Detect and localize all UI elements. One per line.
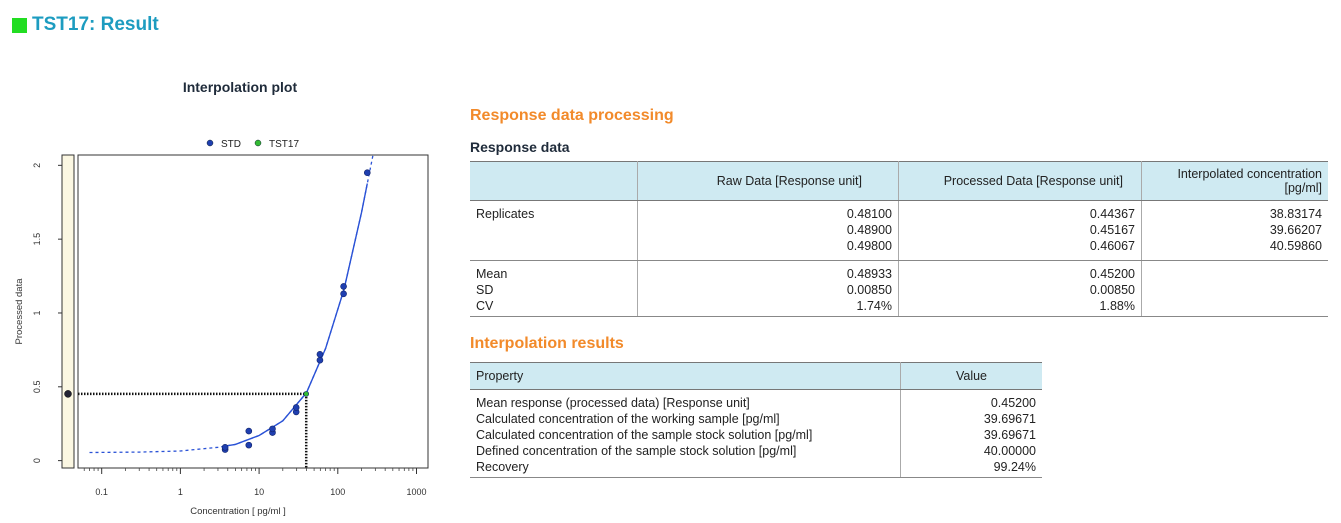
status-square-icon (12, 18, 27, 33)
interpolated-value: 39.66207 (1269, 223, 1322, 237)
x-tick-label: 1 (177, 487, 183, 497)
replicates-row (470, 201, 1328, 261)
table-header-cell: Value (901, 363, 1043, 390)
replicates-label: Replicates (470, 201, 638, 261)
data-point-std (341, 291, 347, 297)
legend-marker-std (207, 140, 213, 146)
table-header-cell: Interpolated concentration [pg/ml] (1142, 162, 1329, 201)
table-header-cell: Property (470, 363, 901, 390)
page-title: TST17: Result (32, 14, 159, 35)
processed-stat: 0.00850 (1089, 283, 1135, 297)
stat-label: CV (476, 299, 494, 313)
data-point-std (246, 442, 252, 448)
data-point-std (222, 444, 228, 450)
results-row (470, 390, 1042, 478)
response-strip-point (65, 390, 72, 397)
y-tick-label: 1 (32, 310, 42, 316)
interpolation-plot (0, 128, 440, 523)
x-tick-label: 10 (254, 487, 265, 497)
response-data-subtitle: Response data (470, 139, 570, 155)
stats-row (470, 261, 1328, 317)
table-header-row (470, 363, 1042, 390)
y-tick-label: 1.5 (32, 232, 42, 246)
stat-label: SD (476, 283, 494, 297)
property-label: Mean response (processed data) [Response unit] (476, 396, 750, 410)
y-tick-label: 2 (31, 162, 42, 168)
raw-replicates (638, 201, 899, 261)
legend-label: STD (221, 139, 241, 150)
table-header-cell: Processed Data [Response unit] (899, 162, 1142, 201)
property-label: Defined concentration of the sample stock solution [pg/ml] (476, 444, 797, 458)
raw-value: 0.48100 (846, 207, 892, 221)
processed-replicates (899, 201, 1142, 261)
data-point-std (246, 428, 252, 434)
raw-stat: 0.00850 (846, 283, 892, 297)
legend-label: TST17 (269, 139, 300, 150)
property-value: 39.69671 (983, 428, 1036, 442)
x-tick-label: 1000 (406, 487, 427, 497)
processed-value: 0.46067 (1089, 239, 1135, 253)
response-data-table (470, 161, 1328, 317)
property-list (470, 390, 901, 478)
interpolated-replicates (1142, 201, 1329, 261)
table-header-cell (470, 162, 638, 201)
processed-stat: 1.88% (1099, 299, 1135, 313)
y-tick-label: 0.5 (32, 380, 42, 394)
processed-stat: 0.45200 (1089, 267, 1135, 281)
data-point-std (317, 357, 323, 363)
interpolation-results-title: Interpolation results (470, 335, 624, 352)
processed-value: 0.45167 (1089, 223, 1135, 237)
data-point-std (269, 426, 275, 432)
response-strip-panel (62, 155, 74, 468)
empty-cell (1142, 261, 1329, 317)
property-value: 0.45200 (990, 396, 1036, 410)
raw-value: 0.48900 (846, 223, 892, 237)
property-label: Recovery (476, 460, 529, 474)
x-axis-label: Concentration [ pg/ml ] (190, 506, 286, 517)
raw-value: 0.49800 (846, 239, 892, 253)
raw-stat: 1.74% (856, 299, 892, 313)
value-list (901, 390, 1043, 478)
plot-title: Interpolation plot (182, 79, 298, 95)
processed-stats (899, 261, 1142, 317)
raw-stats (638, 261, 899, 317)
interpolated-value: 38.83174 (1269, 207, 1322, 221)
plot-area-frame (78, 155, 428, 468)
y-tick-label: 0 (32, 458, 42, 464)
interpolated-value: 40.59860 (1269, 239, 1322, 253)
x-tick-label: 100 (330, 487, 346, 497)
data-point-std (293, 404, 299, 410)
property-value: 39.69671 (983, 412, 1036, 426)
table-header-row (470, 162, 1328, 201)
y-axis-label: Processed data (14, 278, 25, 345)
raw-stat: 0.48933 (846, 267, 892, 281)
data-point-std (364, 170, 370, 176)
interpolation-results-table (470, 362, 1042, 478)
page-header (12, 13, 159, 37)
response-processing-title: Response data processing (470, 107, 674, 124)
property-label: Calculated concentration of the working sample [pg/ml] (476, 412, 780, 426)
property-label: Calculated concentration of the sample stock solution [pg/ml] (476, 428, 813, 442)
legend-marker-tst17 (255, 140, 261, 146)
data-point-tst17 (304, 391, 309, 396)
property-value: 40.00000 (983, 444, 1036, 458)
stats-labels (470, 261, 638, 317)
stat-label: Mean (476, 267, 508, 281)
data-point-std (341, 283, 347, 289)
x-tick-label: 0.1 (95, 487, 108, 497)
table-header-cell: Raw Data [Response unit] (638, 162, 899, 201)
data-point-std (317, 351, 323, 357)
processed-value: 0.44367 (1089, 207, 1135, 221)
property-value: 99.24% (993, 460, 1036, 474)
